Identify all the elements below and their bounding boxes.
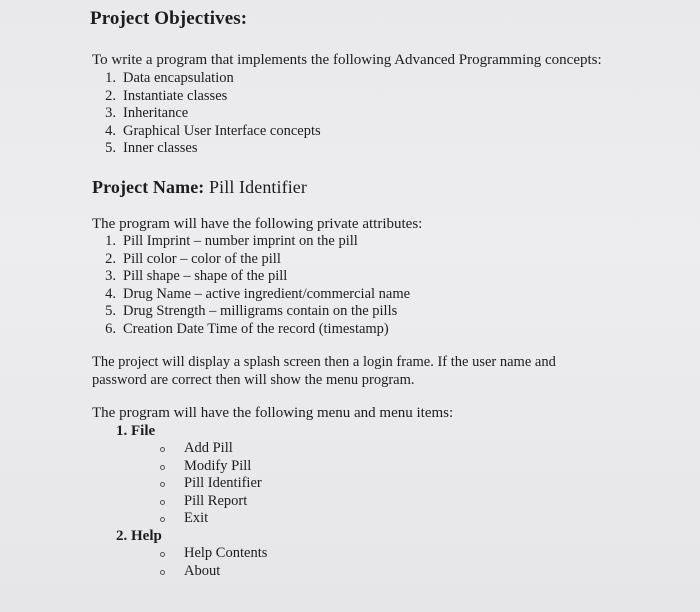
list-item: 3. Inheritance — [105, 105, 189, 121]
list-item: 5. Inner classes — [105, 140, 198, 156]
objectives-list — [92, 70, 321, 158]
list-item: 2. Instantiate classes — [105, 87, 228, 104]
menu-intro: The program will have the following menu and menu items: — [92, 405, 454, 421]
circle-bullet-icon — [160, 500, 165, 505]
circle-bullet-icon — [160, 447, 165, 452]
file-menu-items — [160, 440, 360, 528]
objectives-heading: Project Objectives: — [90, 8, 248, 29]
project-name-heading — [92, 177, 307, 198]
circle-bullet-icon — [160, 482, 165, 487]
circle-bullet-icon — [160, 465, 165, 470]
objectives-intro: To write a program that implements the following Advanced Programming concepts: — [92, 52, 602, 68]
circle-bullet-icon — [160, 570, 165, 575]
list-item: 6. Creation Date Time of the record (timestamp) — [105, 320, 389, 337]
menu-file-title: 1. File — [116, 423, 156, 439]
list-item: Help Contents — [160, 545, 360, 563]
splash-paragraph — [92, 354, 637, 389]
list-item: Exit — [160, 510, 360, 528]
list-item: Modify Pill — [160, 458, 360, 476]
circle-bullet-icon — [160, 517, 165, 522]
list-item: Add Pill — [160, 440, 360, 458]
project-name-label: Project Name: — [92, 177, 205, 197]
attributes-intro: The program will have the following private attributes: — [92, 216, 423, 232]
list-item: Pill Report — [160, 493, 360, 511]
list-item: 4. Graphical User Interface concepts — [105, 122, 321, 139]
list-item: About — [160, 563, 360, 581]
list-item: 2. Pill color – color of the pill — [105, 250, 281, 267]
attributes-list — [92, 233, 410, 338]
circle-bullet-icon — [160, 552, 165, 557]
list-item: 5. Drug Strength – milligrams contain on the pills — [105, 303, 398, 319]
list-item: 1. Pill Imprint – number imprint on the pill — [105, 233, 358, 249]
list-item: 1. Data encapsulation — [105, 70, 234, 86]
list-item: 4. Drug Name – active ingredient/commercial name — [105, 285, 411, 302]
list-item: 3. Pill shape – shape of the pill — [105, 268, 288, 284]
help-menu-items — [160, 545, 360, 580]
menu-help-title: 2. Help — [116, 528, 162, 544]
splash-line-2: password are correct then will show the menu program. — [92, 371, 415, 388]
splash-line-1: The project will display a splash screen then a login frame. If the user name and — [92, 354, 556, 370]
project-name-value: Pill Identifier — [209, 177, 307, 197]
list-item: Pill Identifier — [160, 475, 360, 493]
